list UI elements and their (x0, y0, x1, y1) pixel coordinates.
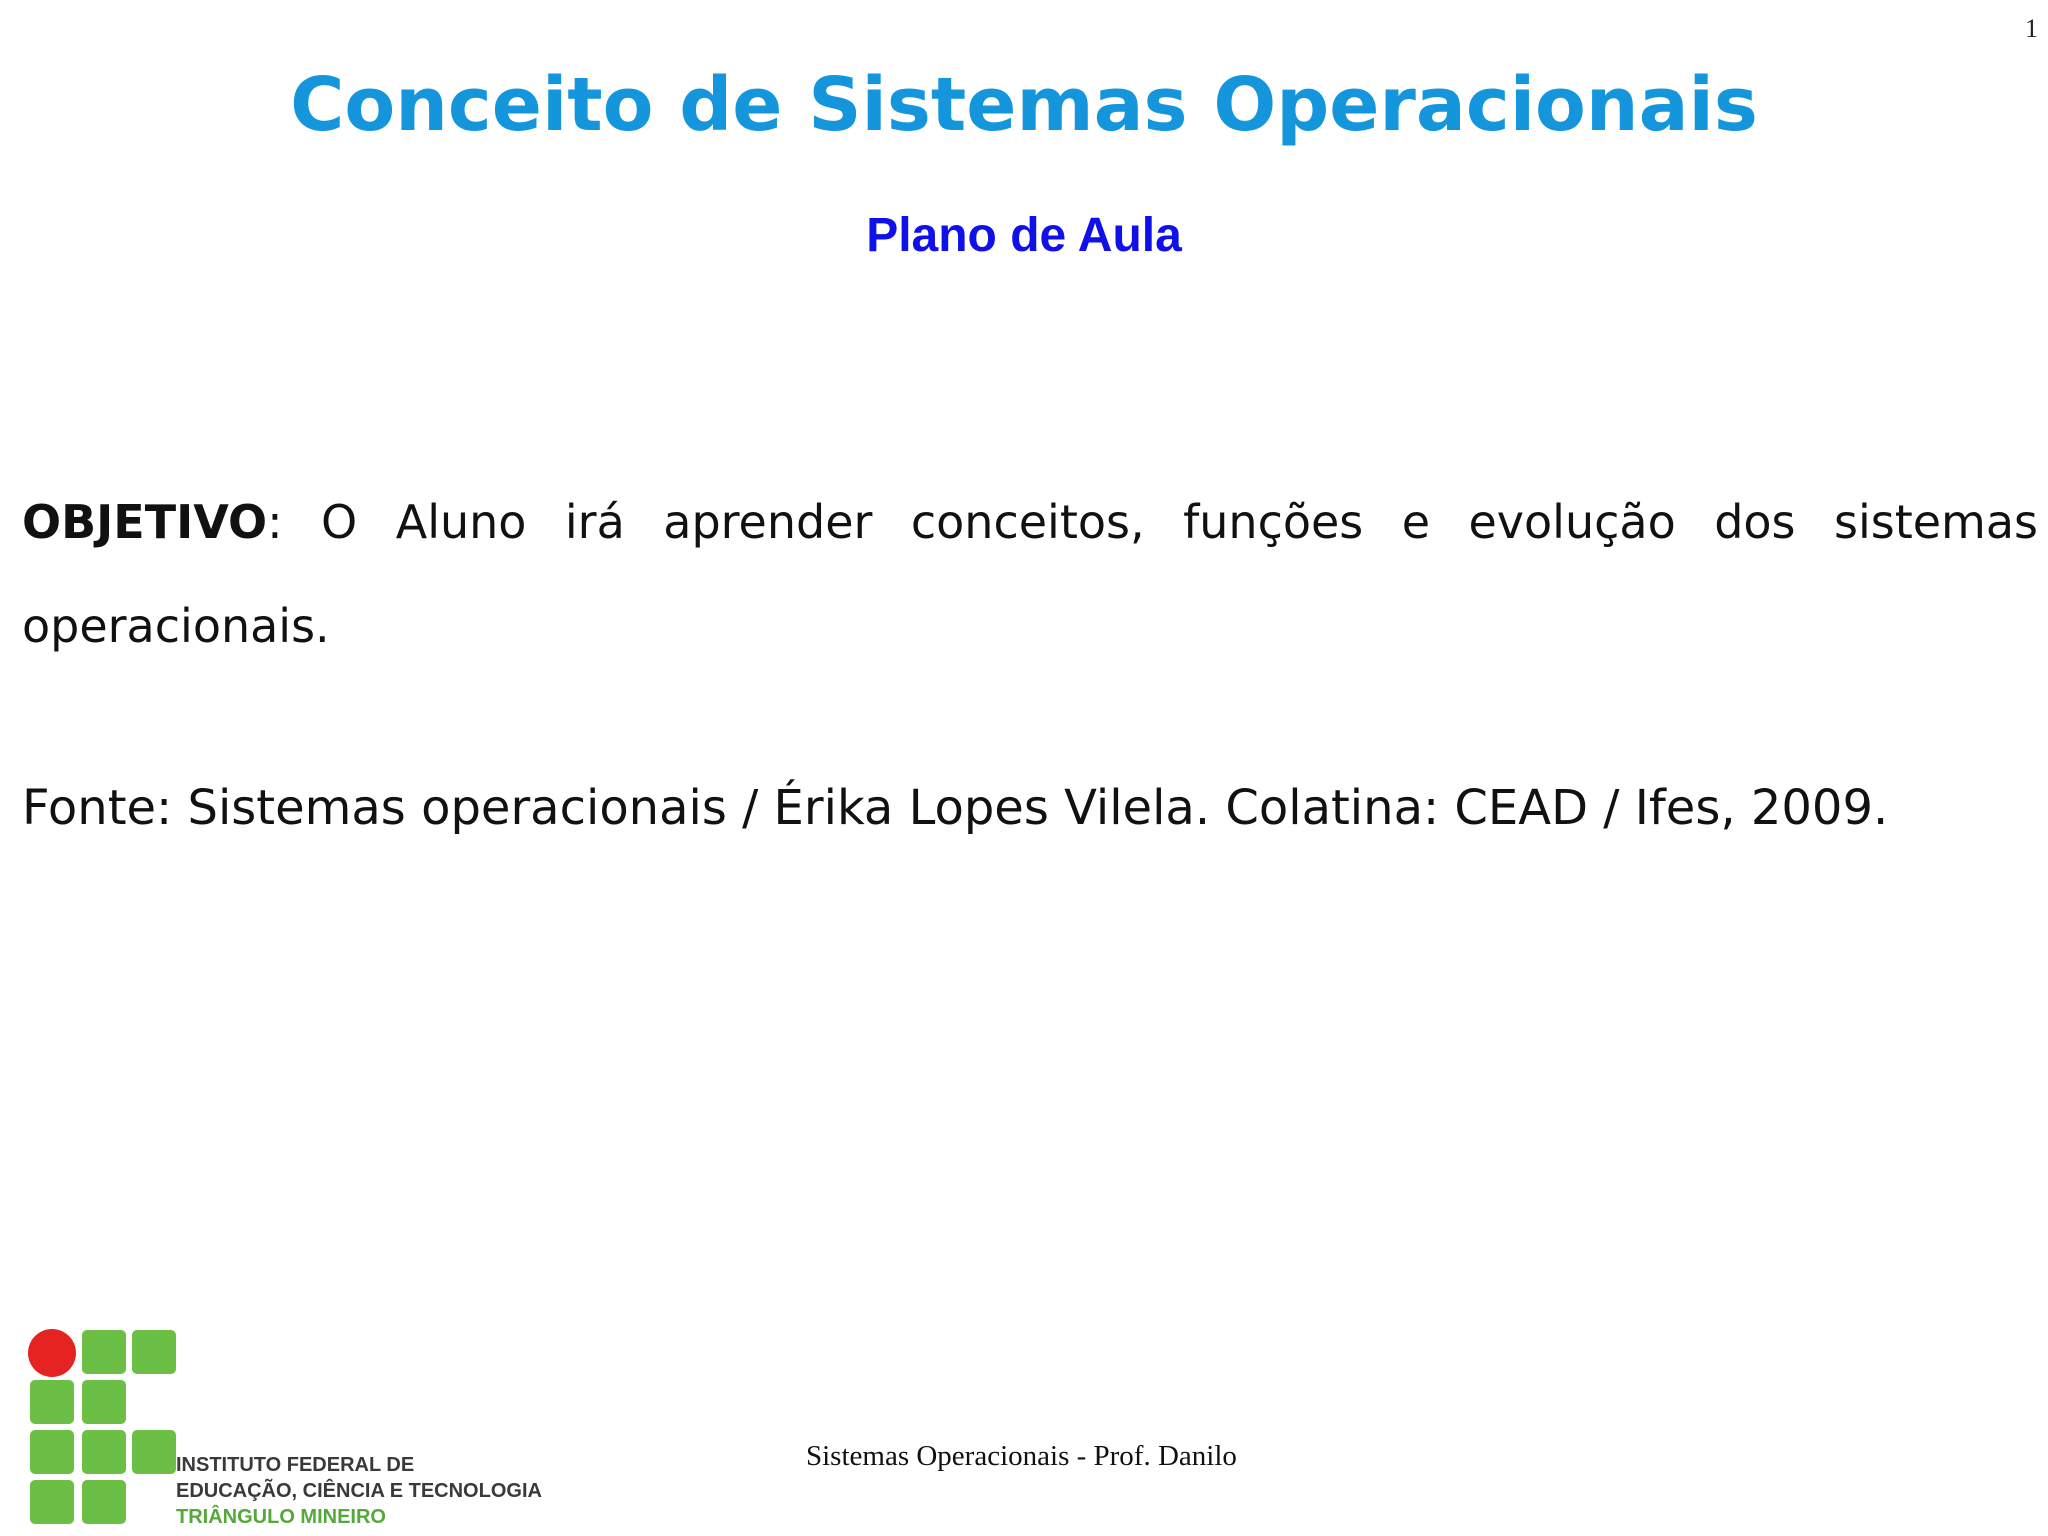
footer-text: Sistemas Operacionais - Prof. Danilo (806, 1440, 1237, 1472)
ifet-logo-icon (26, 1328, 176, 1528)
logo-line-3: TRIÂNGULO MINEIRO (176, 1506, 386, 1528)
logo-text (176, 1452, 542, 1530)
objective-text: : O Aluno irá aprender conceitos, funções e evolução dos sistemas operacionais. (22, 495, 2038, 653)
page-number: 1 (2025, 14, 2038, 43)
logo-line-1: INSTITUTO FEDERAL DE (176, 1454, 415, 1476)
page-subtitle: Plano de Aula (866, 209, 1182, 262)
logo-line-2: EDUCAÇÃO, CIÊNCIA E TECNOLOGIA (176, 1480, 542, 1502)
source-reference: Fonte: Sistemas operacionais / Érika Lopes Vilela. Colatina: CEAD / Ifes, 2009. (22, 780, 1889, 836)
page-title: Conceito de Sistemas Operacionais (290, 62, 1758, 148)
objective-paragraph (22, 470, 2038, 678)
objective-label: OBJETIVO (22, 495, 268, 549)
institution-logo (26, 1328, 546, 1528)
